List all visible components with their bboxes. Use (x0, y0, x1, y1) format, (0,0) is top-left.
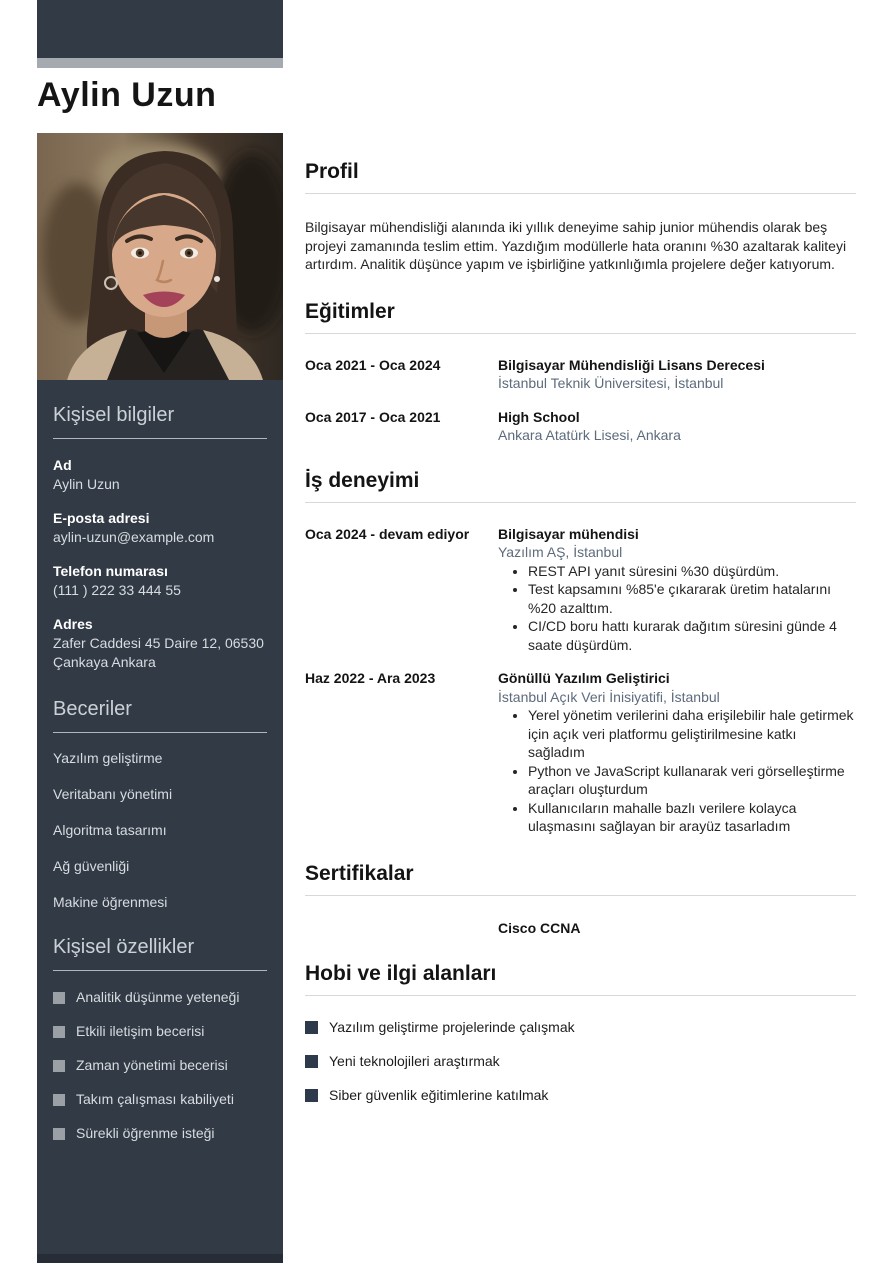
hobby-label: Siber güvenlik eğitimlerine katılmak (329, 1086, 549, 1103)
sidebar-bottom-strip (37, 1254, 283, 1263)
experience-bullet: • Python ve JavaScript kullanarak veri görselleştirme araçları oluşturdum (528, 762, 856, 799)
field-email (53, 509, 267, 547)
header-accent-strip (37, 58, 283, 68)
experience-detail (498, 669, 856, 836)
education-school: İstanbul Teknik Üniversitesi, İstanbul (498, 375, 724, 391)
experience-bullet: • REST API yanıt süresini %30 düşürdüm. (528, 562, 856, 581)
experience-entry (305, 669, 856, 836)
education-period: Oca 2017 - Oca 2021 (305, 408, 441, 425)
trait-label: Zaman yönetimi becerisi (76, 1057, 228, 1073)
education-title: Eğitimler (305, 300, 856, 334)
hobby-item (305, 1018, 856, 1037)
trait-label: Takım çalışması kabiliyeti (76, 1091, 234, 1107)
skills-title: Beceriler (53, 698, 267, 733)
hobby-label: Yeni teknolojileri araştırmak (329, 1052, 500, 1069)
main-content (305, 148, 856, 1120)
hobby-item (305, 1086, 856, 1105)
field-phone-value: (111 ) 222 33 444 55 (53, 582, 181, 598)
trait-item (53, 1124, 267, 1143)
experience-title: İş deneyimi (305, 469, 856, 503)
field-name-value: Aylin Uzun (53, 476, 120, 492)
experience-period: Oca 2024 - devam ediyor (305, 525, 470, 542)
experience-bullet-list (498, 562, 856, 655)
personal-info-section (53, 404, 267, 672)
trait-item (53, 1056, 267, 1075)
experience-bullet: • CI/CD boru hattı kurarak dağıtım süresini günde 4 saate düşürdüm. (528, 617, 856, 654)
profile-section (305, 160, 856, 274)
experience-company: Yazılım AŞ, İstanbul (498, 544, 623, 560)
experience-entry (305, 525, 856, 655)
square-bullet-icon (305, 1089, 318, 1102)
skill-item: Makine öğrenmesi (53, 894, 168, 910)
education-entry (305, 408, 856, 445)
experience-entries (305, 525, 856, 836)
trait-label: Sürekli öğrenme isteği (76, 1125, 215, 1141)
hobbies-section (305, 962, 856, 1105)
trait-label: Analitik düşünme yeteneği (76, 989, 240, 1005)
education-entries (305, 356, 856, 445)
experience-role: Gönüllü Yazılım Geliştirici (498, 670, 670, 686)
field-address-value: Zafer Caddesi 45 Daire 12, 06530 Çankaya Ankara (53, 635, 264, 670)
hobby-label: Yazılım geliştirme projelerinde çalışmak (329, 1018, 575, 1035)
field-address (53, 615, 267, 672)
hobby-list (305, 1018, 856, 1105)
field-email-label: E-posta adresi (53, 510, 150, 526)
header-banner (37, 0, 283, 58)
experience-bullet: • Kullanıcıların mahalle bazlı verilere kolayca ulaşmasını sağlayan bir arayüz tasarladım (528, 799, 856, 836)
skill-item: Algoritma tasarımı (53, 822, 167, 838)
field-phone (53, 562, 267, 600)
trait-item (53, 1090, 267, 1109)
certificate-item: Cisco CCNA (498, 919, 581, 936)
experience-period: Haz 2022 - Ara 2023 (305, 670, 436, 686)
field-name-label: Ad (53, 457, 72, 473)
education-detail (498, 356, 856, 393)
traits-title: Kişisel özellikler (53, 936, 267, 971)
square-bullet-icon (305, 1021, 318, 1034)
trait-label: Etkili iletişim becerisi (76, 1023, 205, 1039)
certificates-section (305, 862, 856, 936)
square-bullet-icon (53, 1026, 65, 1038)
education-detail (498, 408, 856, 445)
skill-item: Yazılım geliştirme (53, 750, 163, 766)
education-period: Oca 2021 - Oca 2024 (305, 356, 441, 373)
experience-bullet: • Yerel yönetim verilerini daha erişilebilir hale getirmek için açık veri platformu geliştirilmesine katkı sağladım (528, 706, 856, 762)
sidebar (37, 380, 283, 1254)
field-phone-label: Telefon numarası (53, 563, 168, 579)
skill-item: Ağ güvenliği (53, 858, 130, 874)
experience-bullet-list (498, 706, 856, 836)
skills-section (53, 698, 267, 910)
trait-item (53, 1022, 267, 1041)
personal-info-title: Kişisel bilgiler (53, 404, 267, 439)
square-bullet-icon (53, 1094, 65, 1106)
education-degree: Bilgisayar Mühendisliği Lisans Derecesi (498, 356, 765, 373)
field-email-value: aylin-uzun@example.com (53, 529, 215, 545)
field-address-label: Adres (53, 616, 93, 632)
square-bullet-icon (53, 992, 65, 1004)
education-degree: High School (498, 408, 580, 425)
education-section (305, 300, 856, 445)
education-entry (305, 356, 856, 393)
experience-section (305, 469, 856, 836)
education-school: Ankara Atatürk Lisesi, Ankara (498, 427, 681, 443)
square-bullet-icon (305, 1055, 318, 1068)
experience-role: Bilgisayar mühendisi (498, 525, 639, 542)
skill-item: Veritabanı yönetimi (53, 786, 173, 802)
candidate-name: Aylin Uzun (37, 76, 217, 114)
hobbies-title: Hobi ve ilgi alanları (305, 962, 856, 996)
profile-photo (37, 133, 283, 380)
experience-detail (498, 525, 856, 655)
certificates-title: Sertifikalar (305, 862, 856, 896)
square-bullet-icon (53, 1128, 65, 1140)
trait-item (53, 988, 267, 1007)
experience-company: İstanbul Açık Veri İnisiyatifi, İstanbul (498, 688, 720, 705)
hobby-item (305, 1052, 856, 1071)
field-name (53, 456, 267, 494)
experience-bullet: • Test kapsamını %85'e çıkararak üretim hatalarını %20 azalttım. (528, 580, 856, 617)
traits-section (53, 936, 267, 1143)
square-bullet-icon (53, 1060, 65, 1072)
profile-text: Bilgisayar mühendisliği alanında iki yıllık deneyime sahip junior mühendis olarak beş projeyi zamanında teslim ettim. Yazdığım modüllerle hata oranını %30 azaltarak kaliteyi artırdım. Analitik düşünce yapım ve işbirliğine yatkınlığımla projelere değer katıyorum. (305, 219, 847, 272)
profile-title: Profil (305, 160, 856, 194)
